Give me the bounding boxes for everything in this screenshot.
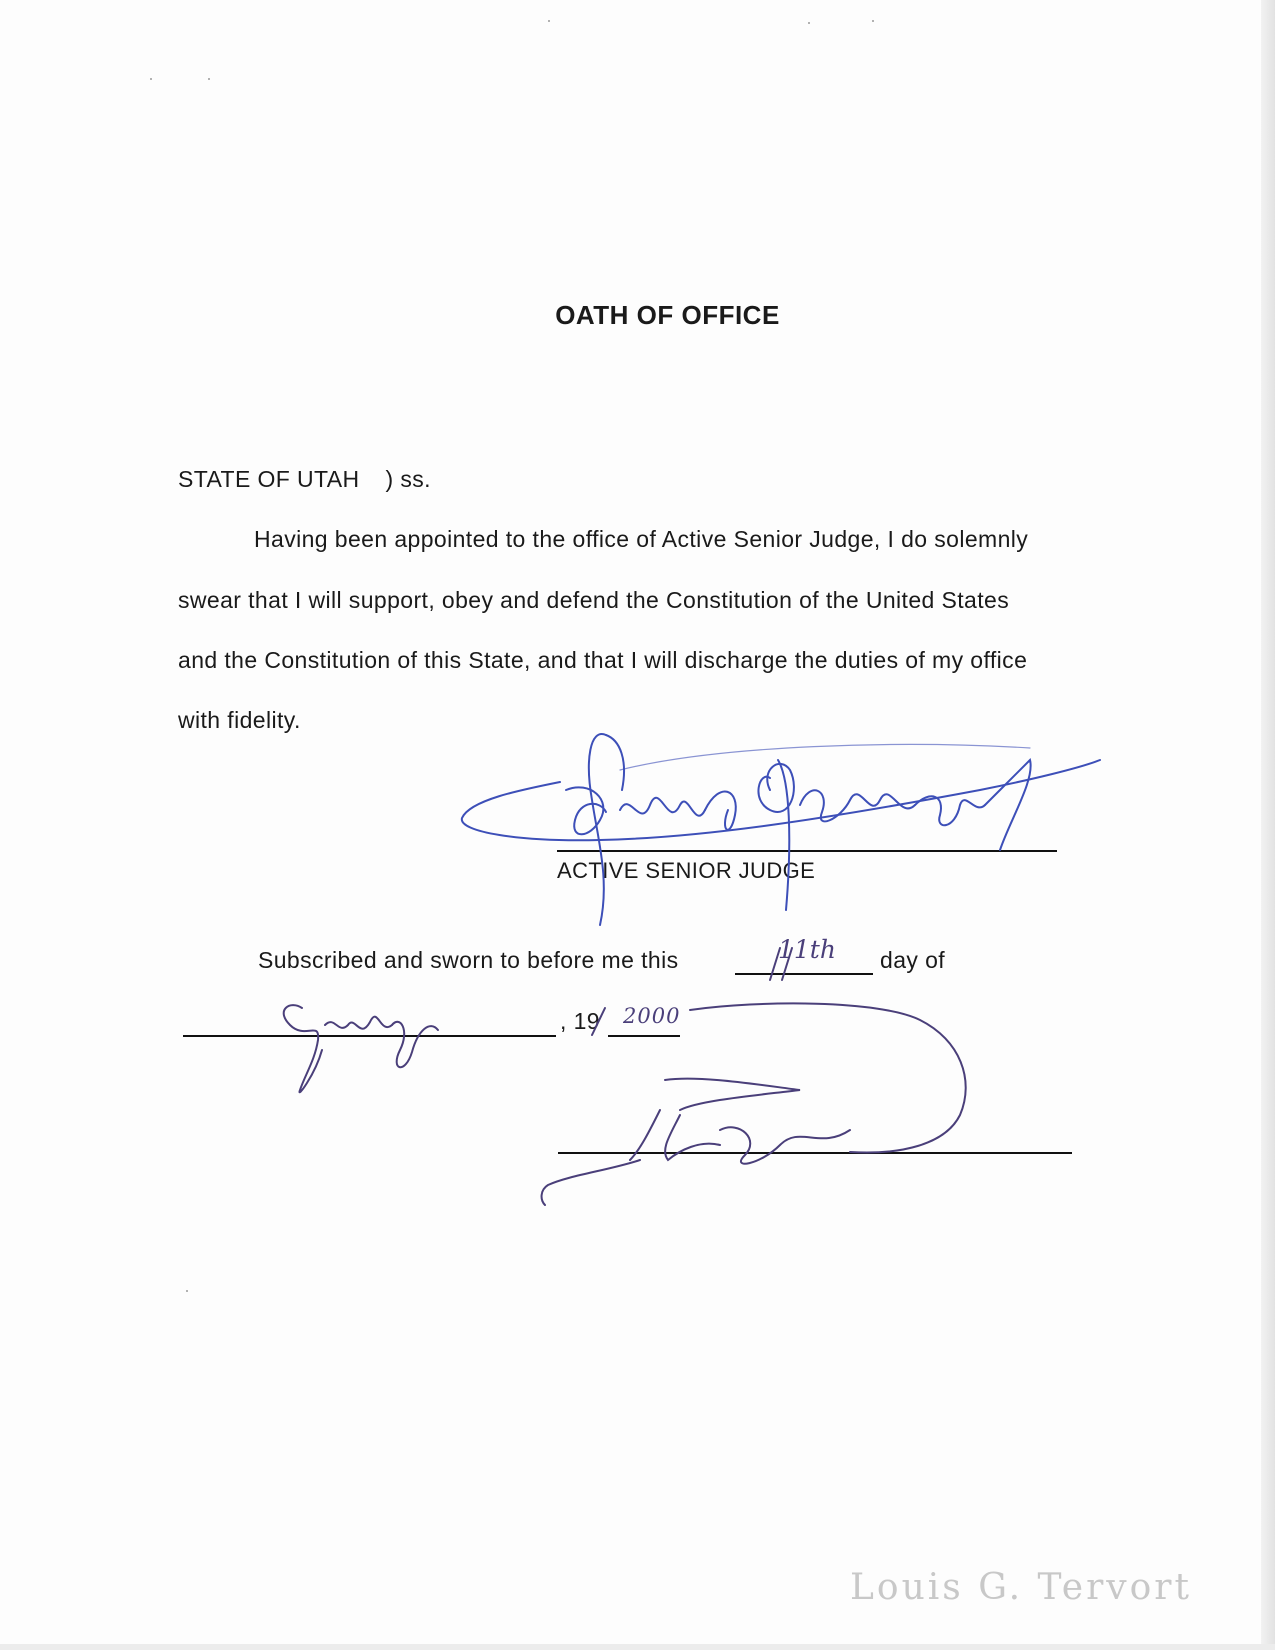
scan-speck (872, 20, 874, 22)
scan-speck (186, 1290, 188, 1292)
pencil-annotation: Louis G. Tervort (850, 1567, 1192, 1608)
day-of-text: day of (880, 947, 946, 973)
handwritten-day: 11th (778, 935, 836, 964)
page-edge-shadow (1261, 0, 1275, 1650)
signature-title: ACTIVE SENIOR JUDGE (557, 858, 816, 883)
venue-state: STATE OF UTAH (178, 466, 360, 492)
year-prefix: , 19 (560, 1008, 600, 1034)
handwritten-year: 2000 (623, 1004, 681, 1028)
judge-signature-line (557, 850, 1057, 852)
oath-body-line: swear that I will support, obey and defend the Constitution of the United States (178, 587, 1010, 613)
notary-signature-line (558, 1152, 1072, 1154)
day-blank (735, 973, 873, 975)
oath-body-line: Having been appointed to the office of Active Senior Judge, I do solemnly (254, 526, 1029, 552)
venue-line (178, 466, 431, 493)
notary-handwriting (284, 948, 966, 1205)
document-title: OATH OF OFFICE (555, 300, 780, 330)
scan-speck (208, 78, 210, 80)
jurat-text: Subscribed and sworn to before me this (258, 947, 679, 973)
oath-body-line: with fidelity. (178, 707, 301, 733)
scan-speck (548, 20, 550, 22)
scan-speck (808, 22, 810, 24)
oath-body-line: and the Constitution of this State, and that I will discharge the duties of my office (178, 647, 1028, 673)
year-blank (608, 1035, 680, 1037)
page-bottom-edge (0, 1644, 1275, 1650)
judge-signature (462, 734, 1100, 925)
scan-speck (150, 78, 152, 80)
venue-ss: ) ss. (385, 466, 431, 492)
month-blank (183, 1035, 556, 1037)
